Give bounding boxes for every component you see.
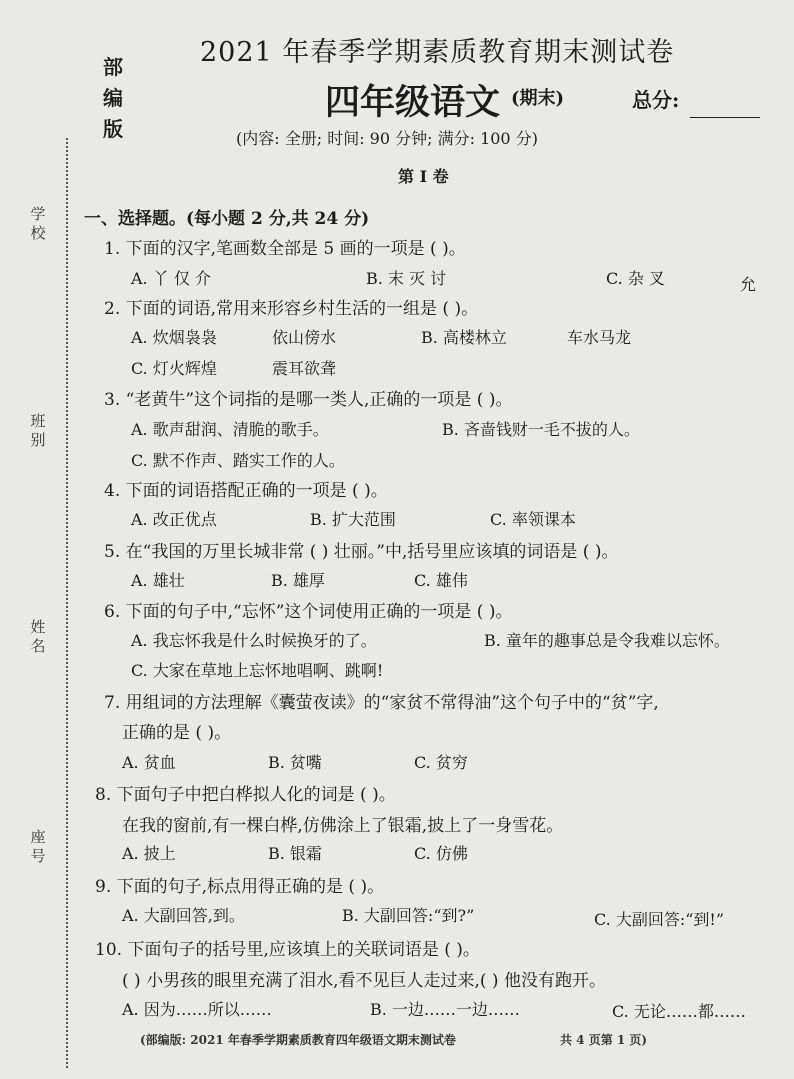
question-stem-cont: 正确的是 ( )。: [122, 723, 232, 743]
subject-title: 四年级语文: [325, 82, 501, 123]
question-stem: 2. 下面的词语,常用来形容乡村生活的一组是 ( )。: [104, 299, 479, 319]
school-label: 学校: [30, 205, 46, 242]
question-stem: 7. 用组词的方法理解《囊萤夜读》的“家贫不常得油”这个句子中的“贫”字,: [104, 693, 659, 713]
option-b[interactable]: B. 童年的趣事总是令我难以忘怀。: [484, 631, 730, 650]
total-score-label: 总分:: [632, 88, 680, 112]
seat-number-label: 座号: [30, 828, 46, 865]
name-label: 姓名: [30, 618, 46, 655]
term-label: (期末): [511, 88, 565, 109]
option-a[interactable]: A. 我忘怀我是什么时候换牙的了。: [131, 631, 377, 650]
option-a[interactable]: A. 雄壮: [131, 571, 185, 590]
question-stem: 9. 下面的句子,标点用得正确的是 ( )。: [95, 877, 385, 897]
option-a[interactable]: A. 披上: [122, 844, 176, 863]
exam-info: (内容: 全册; 时间: 90 分钟; 满分: 100 分): [236, 129, 538, 148]
option-b[interactable]: B. 末 灭 讨: [366, 269, 447, 288]
edition-label: 部编版: [103, 55, 123, 141]
option-c-extra: 允: [740, 275, 757, 294]
option-a[interactable]: A. 改正优点: [131, 510, 217, 529]
option-b[interactable]: B. 银霜: [268, 844, 322, 863]
option-c[interactable]: C. 贫穷: [414, 753, 468, 772]
option-c[interactable]: C. 大副回答:“到!”: [594, 910, 725, 929]
exam-title: 2021 年春季学期素质教育期末测试卷: [200, 37, 675, 68]
question-stem: 5. 在“我国的万里长城非常 ( ) 壮丽。”中,括号里应该填的词语是 ( )。: [104, 542, 619, 562]
option-b[interactable]: B. 一边……一边……: [370, 1000, 520, 1019]
option-b[interactable]: B. 雄厚: [271, 571, 325, 590]
option-c-pair: 震耳欲聋: [272, 359, 337, 378]
option-a[interactable]: A. 歌声甜润、清脆的歌手。: [131, 420, 329, 439]
option-a[interactable]: A. 丫 仅 介: [131, 269, 211, 288]
option-b[interactable]: B. 吝啬钱财一毛不拔的人。: [442, 420, 640, 439]
class-label: 班别: [30, 412, 46, 449]
option-c[interactable]: C. 默不作声、踏实工作的人。: [131, 451, 345, 470]
option-c[interactable]: C. 率领课本: [490, 510, 576, 529]
option-c[interactable]: C. 灯火辉煌: [131, 359, 217, 378]
option-b[interactable]: B. 贫嘴: [268, 753, 322, 772]
option-c[interactable]: C. 仿佛: [414, 844, 468, 863]
question-stem: 8. 下面句子中把白桦拟人化的词是 ( )。: [95, 785, 396, 805]
section-title: 一、选择题。(每小题 2 分,共 24 分): [84, 209, 370, 229]
option-b[interactable]: B. 大副回答:“到?”: [342, 906, 475, 925]
question-sentence: ( ) 小男孩的眼里充满了泪水,看不见巨人走过来,( ) 他没有跑开。: [122, 971, 606, 991]
footer-caption: (部编版: 2021 年春季学期素质教育四年级语文期末测试卷: [140, 1033, 456, 1047]
bleed-through-texture: [719, 20, 794, 580]
option-a[interactable]: A. 大副回答,到。: [122, 906, 245, 925]
page-number: 共 4 页第 1 页): [560, 1033, 648, 1047]
option-c[interactable]: C. 杂 叉: [606, 269, 665, 288]
option-c[interactable]: C. 大家在草地上忘怀地唱啊、跳啊!: [131, 661, 384, 680]
option-c[interactable]: C. 无论……都……: [612, 1002, 746, 1021]
option-a[interactable]: A. 炊烟袅袅: [131, 328, 217, 347]
option-b-pair: 车水马龙: [567, 328, 632, 347]
option-b[interactable]: B. 扩大范围: [310, 510, 396, 529]
option-b[interactable]: B. 高楼林立: [421, 328, 507, 347]
question-stem: 6. 下面的句子中,“忘怀”这个词使用正确的一项是 ( )。: [104, 602, 513, 622]
question-stem: 4. 下面的词语搭配正确的一项是 ( )。: [104, 481, 388, 501]
volume-label: 第 I 卷: [398, 167, 449, 186]
option-c[interactable]: C. 雄伟: [414, 571, 468, 590]
option-a-pair: 依山傍水: [272, 328, 337, 347]
option-a[interactable]: A. 贫血: [122, 753, 176, 772]
total-score-blank[interactable]: [690, 117, 760, 118]
question-stem: 10. 下面句子的括号里,应该填上的关联词语是 ( )。: [95, 940, 480, 960]
binding-dotted-line: [66, 138, 68, 1068]
option-a[interactable]: A. 因为……所以……: [122, 1000, 272, 1019]
question-sentence: 在我的窗前,有一棵白桦,仿佛涂上了银霜,披上了一身雪花。: [122, 816, 564, 836]
question-stem: 1. 下面的汉字,笔画数全部是 5 画的一项是 ( )。: [104, 239, 466, 259]
question-stem: 3. “老黄牛”这个词指的是哪一类人,正确的一项是 ( )。: [104, 390, 513, 410]
